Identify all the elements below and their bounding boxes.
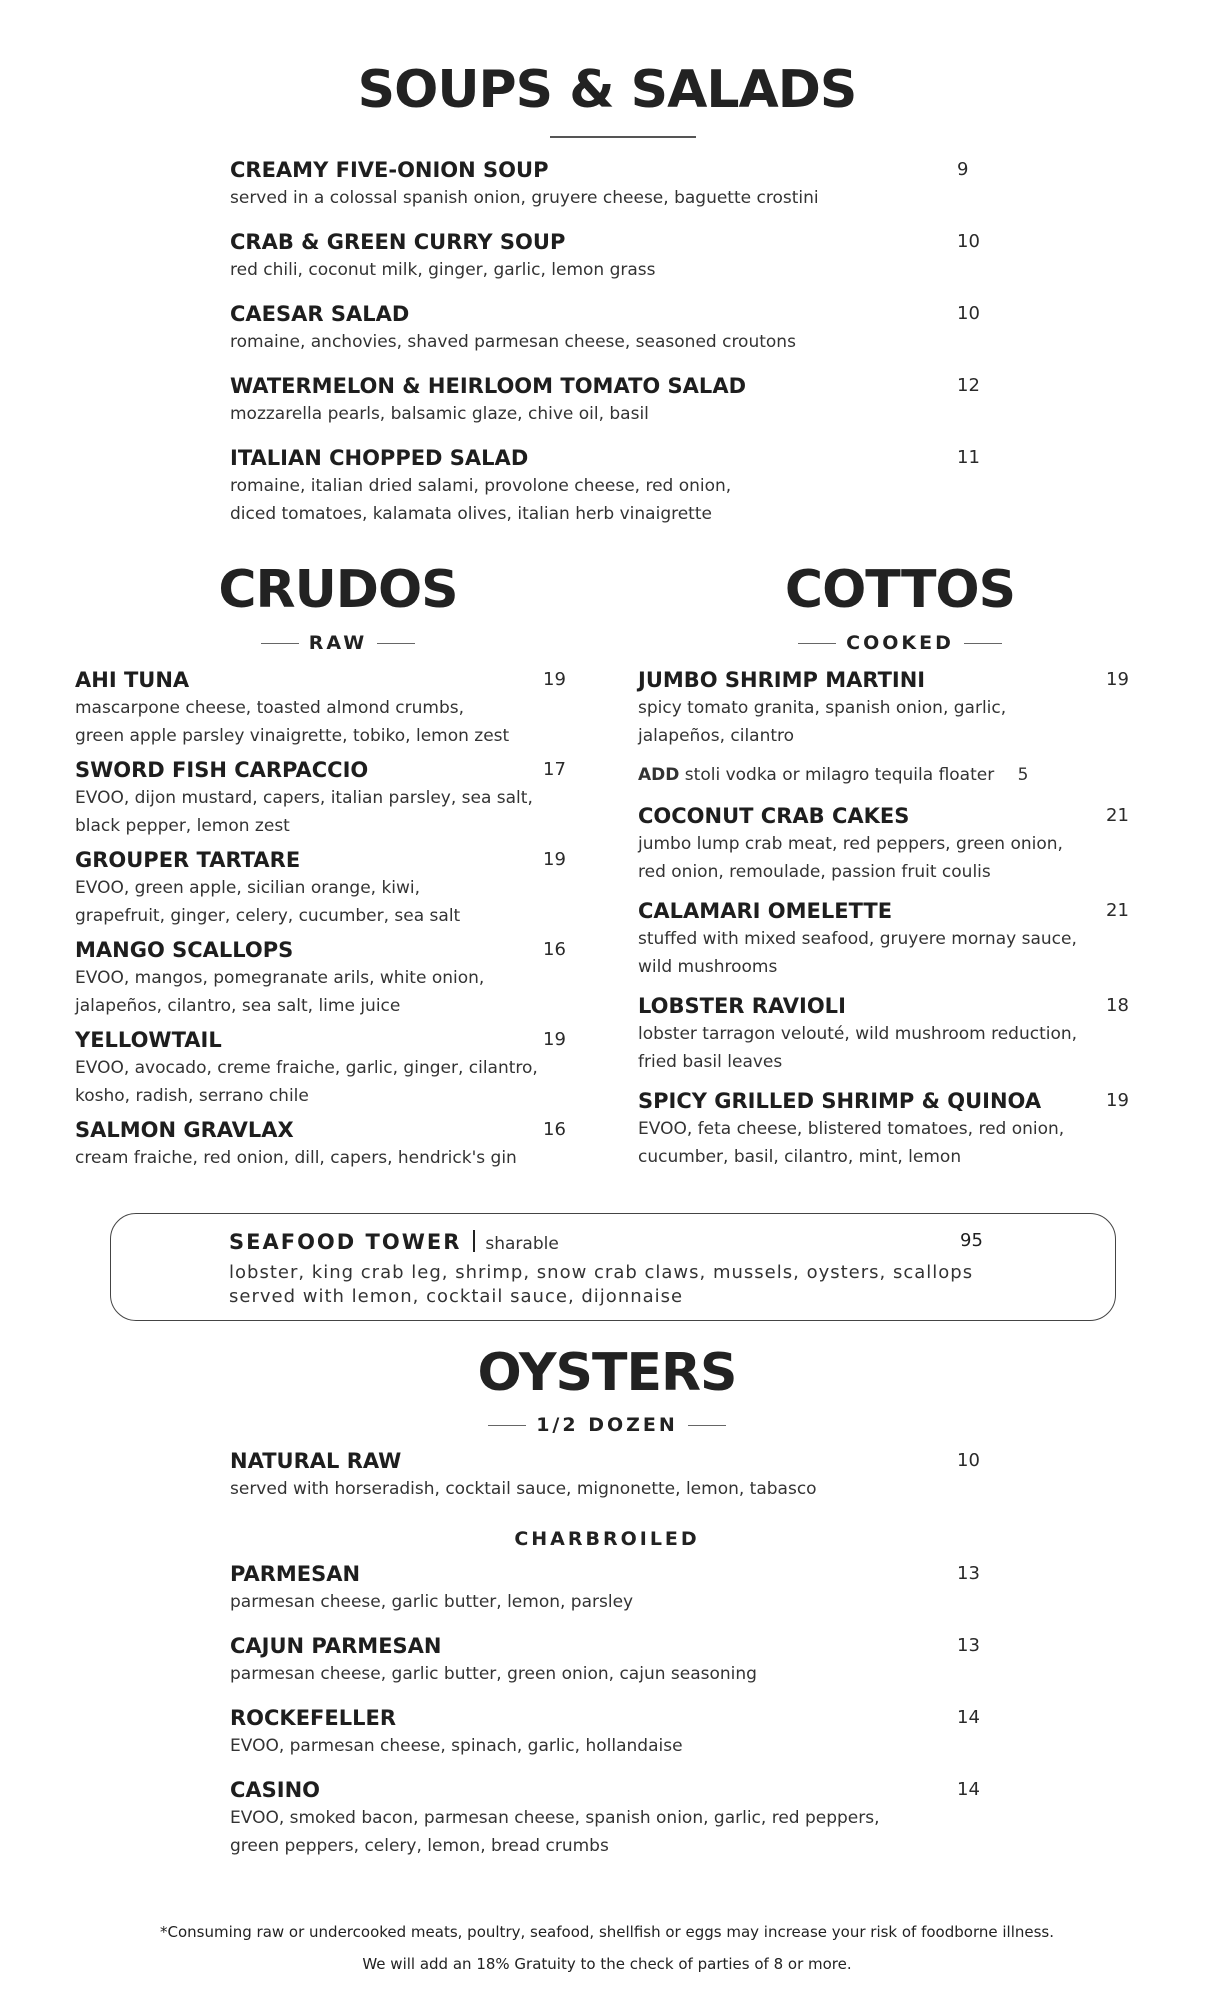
oysters-subtitle (0, 1414, 1214, 1436)
cottos-title: COTTOS (784, 560, 1016, 620)
menu-item-description: grapefruit, ginger, celery, cucumber, sea salt (75, 906, 461, 926)
menu-item-name: ROCKEFELLER (230, 1706, 397, 1730)
footer-warning: *Consuming raw or undercooked meats, poultry, seafood, shellfish or eggs may increase your risk of foodborne illness. (159, 1923, 1055, 1941)
menu-item-price: 19 (543, 849, 566, 870)
cottos-subtitle-text: COOKED (846, 632, 954, 654)
divider-line (964, 643, 1002, 644)
menu-item-description: black pepper, lemon zest (75, 816, 290, 836)
menu-item-name: PARMESAN (230, 1562, 361, 1586)
menu-item-description: mascarpone cheese, toasted almond crumbs, (75, 698, 465, 718)
menu-item-name: COCONUT CRAB CAKES (638, 804, 910, 828)
menu-item (638, 802, 1129, 886)
seafood-tower-desc-1: lobster, king crab leg, shrimp, snow crab claws, mussels, oysters, scallops (229, 1262, 974, 1283)
addon-label: ADD (638, 765, 680, 785)
seafood-tower-note: sharable (485, 1234, 559, 1254)
menu-item (638, 1087, 1129, 1171)
menu-item-description: green apple parsley vinaigrette, tobiko, lemon zest (75, 726, 510, 746)
footer-gratuity: We will add an 18% Gratuity to the check of parties of 8 or more. (362, 1955, 852, 1973)
oysters-subtitle-text: 1/2 DOZEN (536, 1414, 678, 1436)
menu-item-description: cream fraiche, red onion, dill, capers, hendrick's gin (75, 1148, 517, 1168)
menu-item (230, 1776, 980, 1860)
menu-item-description: jalapeños, cilantro (638, 726, 795, 746)
menu-item-description: spicy tomato granita, spanish onion, garlic, (638, 698, 1007, 718)
menu-item-description: kosho, radish, serrano chile (75, 1086, 309, 1106)
menu-item (75, 1026, 566, 1110)
crudos-subtitle (168, 632, 508, 654)
menu-item-price: 14 (957, 1779, 980, 1800)
menu-item-description: red onion, remoulade, passion fruit coulis (638, 862, 991, 882)
menu-item-name: LOBSTER RAVIOLI (638, 994, 846, 1018)
menu-item-name: CALAMARI OMELETTE (638, 899, 893, 923)
menu-item-description: jumbo lump crab meat, red peppers, green onion, (638, 834, 1063, 854)
menu-item-description: red chili, coconut milk, ginger, garlic, lemon grass (230, 260, 656, 280)
cottos-subtitle (730, 632, 1070, 654)
menu-item-description: green peppers, celery, lemon, bread crumbs (230, 1836, 609, 1856)
addon-text: stoli vodka or milagro tequila floater (684, 765, 995, 785)
menu-item-name: CREAMY FIVE-ONION SOUP (230, 158, 549, 182)
menu-item (230, 372, 980, 428)
menu-item-name: SALMON GRAVLAX (75, 1118, 294, 1142)
crudos-title: CRUDOS (218, 560, 458, 620)
menu-item (75, 846, 566, 930)
menu-item-description: cucumber, basil, cilantro, mint, lemon (638, 1147, 962, 1167)
menu-item-price: 19 (1106, 669, 1129, 690)
menu-item (230, 1447, 980, 1503)
menu-item-price: 14 (957, 1707, 980, 1728)
menu-item-price: 16 (543, 1119, 566, 1140)
menu-item-description: mozzarella pearls, balsamic glaze, chive oil, basil (230, 404, 649, 424)
menu-item-name: YELLOWTAIL (75, 1028, 222, 1052)
menu-item (75, 936, 566, 1020)
menu-item-name: WATERMELON & HEIRLOOM TOMATO SALAD (230, 374, 746, 398)
menu-item-price: 10 (957, 231, 980, 252)
soups-title: SOUPS & SALADS (357, 60, 857, 120)
menu-item-description: romaine, italian dried salami, provolone cheese, red onion, (230, 476, 732, 496)
menu-item-description: jalapeños, cilantro, sea salt, lime juice (75, 996, 401, 1016)
menu-item-description: served with horseradish, cocktail sauce, mignonette, lemon, tabasco (230, 1479, 817, 1499)
divider-line (377, 643, 415, 644)
menu-item-price: 9 (957, 159, 969, 180)
menu-item (638, 666, 1129, 750)
menu-item-price: 10 (957, 303, 980, 324)
menu-item (638, 992, 1129, 1076)
menu-item-price: 17 (543, 759, 566, 780)
menu-item-description: romaine, anchovies, shaved parmesan cheese, seasoned croutons (230, 332, 796, 352)
menu-item-price: 18 (1106, 995, 1129, 1016)
menu-item-description: EVOO, mangos, pomegranate arils, white onion, (75, 968, 485, 988)
menu-item-description: EVOO, avocado, creme fraiche, garlic, ginger, cilantro, (75, 1058, 538, 1078)
menu-item-name: CASINO (230, 1778, 321, 1802)
menu-item-description: EVOO, green apple, sicilian orange, kiwi, (75, 878, 421, 898)
oysters-title: OYSTERS (477, 1343, 737, 1403)
menu-item-name: NATURAL RAW (230, 1449, 402, 1473)
menu-item (230, 444, 980, 528)
menu-item-description: wild mushrooms (638, 957, 778, 977)
menu-item-price: 21 (1106, 900, 1129, 921)
menu-item (230, 1560, 980, 1616)
menu-item-price: 13 (957, 1635, 980, 1656)
menu-item-price: 11 (957, 447, 980, 468)
menu-item-name: SWORD FISH CARPACCIO (75, 758, 369, 782)
menu-item-description: served in a colossal spanish onion, gruyere cheese, baguette crostini (230, 188, 819, 208)
menu-item-price: 19 (1106, 1090, 1129, 1111)
menu-item (230, 228, 980, 284)
menu-item-price: 16 (543, 939, 566, 960)
menu-item (75, 756, 566, 840)
menu-item-price: 19 (543, 669, 566, 690)
menu-item-name: CAESAR SALAD (230, 302, 410, 326)
menu-item-description: fried basil leaves (638, 1052, 783, 1072)
menu-item-name: ITALIAN CHOPPED SALAD (230, 446, 529, 470)
seafood-tower-name (229, 1230, 559, 1254)
menu-item (230, 300, 980, 356)
addon-line (638, 765, 1028, 785)
charbroiled-label: CHARBROILED (514, 1528, 700, 1550)
menu-item-name: SPICY GRILLED SHRIMP & QUINOA (638, 1089, 1042, 1113)
menu-item-description: parmesan cheese, garlic butter, lemon, parsley (230, 1592, 634, 1612)
soups-title-rule (550, 136, 696, 138)
menu-item (75, 666, 566, 750)
menu-item-name: GROUPER TARTARE (75, 848, 301, 872)
menu-item-description: parmesan cheese, garlic butter, green onion, cajun seasoning (230, 1664, 757, 1684)
menu-item (75, 1116, 566, 1172)
menu-item-price: 21 (1106, 805, 1129, 826)
menu-item-name: CRAB & GREEN CURRY SOUP (230, 230, 566, 254)
menu-item-price: 13 (957, 1563, 980, 1584)
divider-line (488, 1425, 526, 1426)
seafood-tower-name-text: SEAFOOD TOWER (229, 1230, 462, 1254)
seafood-tower-box (110, 1213, 1116, 1321)
divider-line (798, 643, 836, 644)
addon-price: 5 (1017, 765, 1029, 785)
menu-item-name: CAJUN PARMESAN (230, 1634, 442, 1658)
menu-item (230, 1632, 980, 1688)
menu-item-name: AHI TUNA (75, 668, 190, 692)
menu-item-description: lobster tarragon velouté, wild mushroom reduction, (638, 1024, 1078, 1044)
divider-line (261, 643, 299, 644)
crudos-subtitle-text: RAW (308, 632, 368, 654)
menu-item-description: EVOO, parmesan cheese, spinach, garlic, hollandaise (230, 1736, 683, 1756)
menu-item-description: EVOO, dijon mustard, capers, italian parsley, sea salt, (75, 788, 533, 808)
menu-item-description: diced tomatoes, kalamata olives, italian herb vinaigrette (230, 504, 712, 524)
separator-bar (473, 1230, 475, 1252)
menu-item-price: 10 (957, 1450, 980, 1471)
menu-item-price: 12 (957, 375, 980, 396)
menu-item-description: stuffed with mixed seafood, gruyere mornay sauce, (638, 929, 1077, 949)
menu-item-description: EVOO, feta cheese, blistered tomatoes, red onion, (638, 1119, 1065, 1139)
menu-item-name: MANGO SCALLOPS (75, 938, 294, 962)
menu-item-name: JUMBO SHRIMP MARTINI (638, 668, 926, 692)
seafood-tower-desc-2: served with lemon, cocktail sauce, dijonnaise (229, 1286, 684, 1307)
menu-item-price: 19 (543, 1029, 566, 1050)
menu-item (230, 156, 969, 212)
menu-item-description: EVOO, smoked bacon, parmesan cheese, spanish onion, garlic, red peppers, (230, 1808, 880, 1828)
seafood-tower-price: 95 (960, 1230, 983, 1251)
menu-item (230, 1704, 980, 1760)
menu-item (638, 897, 1129, 981)
divider-line (688, 1425, 726, 1426)
